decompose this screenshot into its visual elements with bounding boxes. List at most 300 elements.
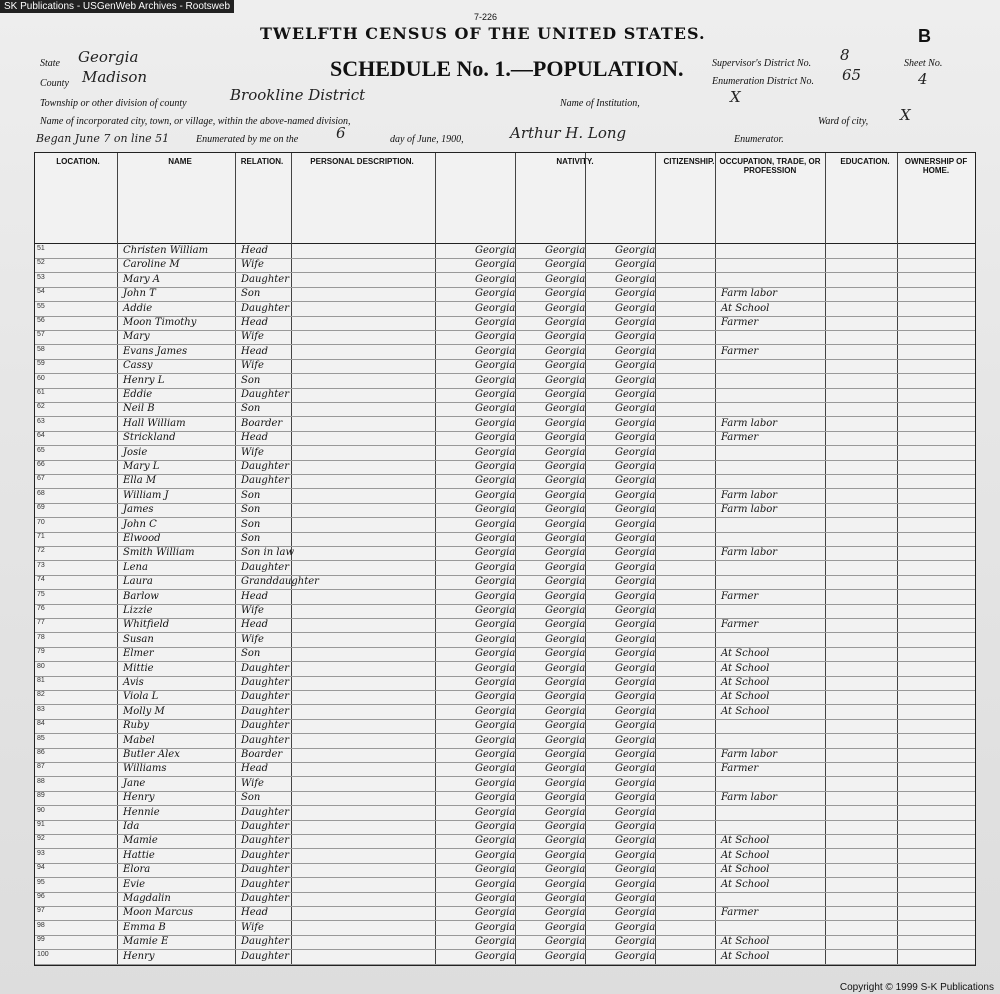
cell-nat: Georgia	[475, 475, 516, 487]
cell-occ: Farm labor	[721, 504, 778, 516]
cell-n: 62	[37, 403, 45, 411]
cell-occ: At School	[721, 864, 770, 876]
cell-nat: Georgia	[475, 749, 516, 760]
cell-rel: Granddaughter	[241, 576, 319, 588]
schedule-title: SCHEDULE No. 1.—POPULATION.	[330, 56, 684, 81]
cell-occ: At School	[721, 677, 770, 688]
cell-rel: Son	[241, 403, 261, 415]
cell-nat: Georgia	[545, 590, 586, 602]
cell-nat: Georgia	[615, 619, 656, 631]
watermark: SK Publications - USGenWeb Archives - Rootsweb	[0, 0, 234, 13]
population-table	[34, 152, 976, 966]
cell-nat: Georgia	[475, 605, 516, 616]
ward-value: X	[900, 106, 911, 124]
cell-nat: Georgia	[545, 633, 586, 645]
cell-nat: Georgia	[545, 605, 586, 616]
county-value: Madison	[82, 68, 148, 86]
cell-nat: Georgia	[475, 374, 516, 386]
cell-n: 64	[37, 432, 45, 440]
cell-n: 81	[37, 677, 45, 684]
cell-rel: Son	[241, 533, 261, 544]
cell-nat: Georgia	[615, 374, 656, 386]
cell-rel: Son	[241, 518, 261, 530]
cell-occ: Farm labor	[721, 417, 778, 429]
cell-n: 63	[37, 417, 45, 425]
cell-n: 69	[37, 504, 45, 512]
cell-nat: Georgia	[475, 273, 516, 285]
county-label: County	[40, 78, 69, 89]
cell-nat: Georgia	[545, 864, 586, 876]
cell-nat: Georgia	[545, 576, 586, 588]
cell-nat: Georgia	[475, 907, 516, 919]
cell-n: 51	[37, 245, 45, 252]
cell-nat: Georgia	[615, 273, 656, 285]
cell-nat: Georgia	[545, 648, 586, 660]
cell-n: 87	[37, 763, 45, 771]
cell-name: Mary A	[123, 273, 161, 285]
cell-nat: Georgia	[615, 864, 656, 876]
cell-n: 54	[37, 288, 45, 296]
cell-name: Ida	[123, 821, 140, 832]
cell-nat: Georgia	[615, 907, 656, 919]
cell-nat: Georgia	[475, 504, 516, 516]
cell-nat: Georgia	[545, 432, 586, 444]
cell-occ: At School	[721, 302, 770, 314]
cell-n: 57	[37, 331, 45, 339]
supervisor-label: Supervisor's District No.	[712, 58, 812, 69]
cell-rel: Head	[241, 763, 269, 775]
col-relation: RELATION.	[240, 157, 284, 166]
cell-rel: Daughter	[241, 705, 289, 717]
cell-rel: Daughter	[241, 273, 289, 285]
cell-occ: At School	[721, 878, 770, 890]
cell-occ: At School	[721, 705, 770, 717]
cell-rel: Daughter	[241, 864, 289, 876]
cell-nat: Georgia	[475, 849, 516, 861]
cell-rel: Head	[241, 317, 269, 328]
cell-rel: Daughter	[241, 821, 289, 832]
cell-n: 67	[37, 475, 45, 483]
state-label: State	[40, 58, 60, 69]
cell-occ: Farmer	[721, 590, 759, 602]
institution-label: Name of Institution,	[560, 98, 640, 109]
cell-name: Laura	[123, 576, 153, 588]
cell-nat: Georgia	[545, 749, 586, 760]
cell-name: Strickland	[123, 432, 176, 444]
cell-n: 99	[37, 936, 45, 944]
cell-nat: Georgia	[475, 619, 516, 631]
cell-name: Neil B	[123, 403, 155, 415]
township-label: Township or other division of county	[40, 98, 187, 109]
cell-n: 80	[37, 662, 45, 670]
cell-occ: At School	[721, 936, 770, 948]
cell-nat: Georgia	[475, 921, 516, 933]
cell-nat: Georgia	[615, 821, 656, 832]
cell-name: Josie	[123, 446, 148, 458]
cell-nat: Georgia	[475, 821, 516, 832]
cell-nat: Georgia	[545, 893, 586, 904]
cell-nat: Georgia	[475, 648, 516, 660]
cell-name: Evie	[123, 878, 146, 890]
cell-n: 93	[37, 849, 45, 857]
cell-nat: Georgia	[475, 518, 516, 530]
cell-n: 89	[37, 792, 45, 800]
cell-name: Elora	[123, 864, 151, 876]
cell-nat: Georgia	[475, 835, 516, 847]
cell-nat: Georgia	[545, 446, 586, 458]
cell-nat: Georgia	[545, 907, 586, 919]
cell-rel: Daughter	[241, 720, 289, 732]
cell-n: 82	[37, 691, 45, 699]
cell-nat: Georgia	[545, 835, 586, 847]
cell-rel: Wife	[241, 446, 264, 458]
cell-rel: Head	[241, 590, 269, 602]
cell-name: Emma B	[123, 921, 166, 933]
cell-nat: Georgia	[545, 619, 586, 631]
cell-nat: Georgia	[475, 792, 516, 804]
cell-nat: Georgia	[615, 547, 656, 559]
cell-nat: Georgia	[545, 662, 586, 674]
cell-n: 94	[37, 864, 45, 872]
cell-name: Mary	[123, 331, 150, 343]
cell-nat: Georgia	[615, 518, 656, 530]
cell-n: 74	[37, 576, 45, 584]
cell-name: Christen William	[123, 245, 209, 256]
cell-nat: Georgia	[475, 806, 516, 818]
cell-n: 73	[37, 561, 45, 569]
cell-nat: Georgia	[475, 417, 516, 429]
cell-nat: Georgia	[545, 331, 586, 343]
cell-nat: Georgia	[615, 633, 656, 645]
cell-name: Caroline M	[123, 259, 180, 271]
page-number: 7-226	[474, 12, 498, 22]
cell-occ: Farmer	[721, 763, 759, 775]
cell-nat: Georgia	[545, 763, 586, 775]
cell-rel: Son	[241, 489, 261, 501]
day-of-label: day of June, 1900,	[390, 134, 464, 145]
cell-nat: Georgia	[545, 475, 586, 487]
cell-n: 98	[37, 921, 45, 929]
cell-nat: Georgia	[545, 489, 586, 501]
cell-nat: Georgia	[475, 662, 516, 674]
cell-nat: Georgia	[475, 590, 516, 602]
cell-name: Whitfield	[123, 619, 170, 631]
cell-rel: Son	[241, 792, 261, 804]
cell-rel: Daughter	[241, 677, 289, 688]
cell-nat: Georgia	[615, 921, 656, 933]
cell-name: Williams	[123, 763, 167, 775]
cell-n: 96	[37, 893, 45, 900]
cell-n: 60	[37, 374, 45, 382]
cell-rel: Head	[241, 245, 269, 256]
cell-nat: Georgia	[615, 561, 656, 573]
cell-name: Mary L	[123, 461, 160, 472]
cell-name: Elmer	[123, 648, 154, 660]
table-row	[35, 949, 975, 965]
cell-name: Henry	[123, 792, 155, 804]
cell-occ: Farmer	[721, 317, 759, 328]
township-value: Brookline District	[230, 86, 366, 104]
cell-n: 72	[37, 547, 45, 555]
col-citizenship: CITIZENSHIP.	[663, 157, 715, 166]
cell-occ: Farmer	[721, 432, 759, 444]
cell-name: Barlow	[123, 590, 159, 602]
cell-nat: Georgia	[475, 734, 516, 746]
cell-nat: Georgia	[615, 504, 656, 516]
institution-value: X	[730, 88, 741, 106]
sheet-label: Sheet No.	[904, 58, 943, 69]
cell-nat: Georgia	[475, 720, 516, 732]
cell-n: 84	[37, 720, 45, 728]
cell-n: 55	[37, 302, 45, 310]
cell-nat: Georgia	[615, 648, 656, 660]
cell-nat: Georgia	[545, 360, 586, 372]
cell-nat: Georgia	[475, 561, 516, 573]
cell-n: 79	[37, 648, 45, 656]
cell-name: Addie	[123, 302, 153, 314]
cell-name: Mabel	[123, 734, 155, 746]
cell-name: Mamie E	[123, 936, 169, 948]
col-location: LOCATION.	[56, 157, 100, 166]
cell-nat: Georgia	[545, 921, 586, 933]
cell-nat: Georgia	[475, 677, 516, 688]
cell-rel: Daughter	[241, 878, 289, 890]
cell-nat: Georgia	[615, 605, 656, 616]
cell-rel: Daughter	[241, 835, 289, 847]
cell-n: 75	[37, 590, 45, 598]
cell-nat: Georgia	[615, 777, 656, 789]
cell-n: 56	[37, 317, 45, 324]
cell-nat: Georgia	[615, 950, 656, 962]
cell-nat: Georgia	[615, 763, 656, 775]
cell-nat: Georgia	[475, 259, 516, 271]
cell-name: Mittie	[123, 662, 154, 674]
cell-nat: Georgia	[615, 475, 656, 487]
cell-occ: Farmer	[721, 907, 759, 919]
cell-nat: Georgia	[475, 864, 516, 876]
cell-nat: Georgia	[545, 518, 586, 530]
sheet-value: 4	[918, 70, 928, 88]
cell-nat: Georgia	[475, 705, 516, 717]
cell-rel: Wife	[241, 259, 264, 271]
col-name: NAME	[168, 157, 192, 166]
cell-name: Lizzie	[123, 605, 153, 616]
cell-rel: Boarder	[241, 417, 283, 429]
cell-nat: Georgia	[615, 720, 656, 732]
cell-n: 95	[37, 878, 45, 886]
cell-nat: Georgia	[475, 288, 516, 300]
cell-occ: Farm labor	[721, 792, 778, 804]
cell-rel: Head	[241, 907, 269, 919]
cell-nat: Georgia	[615, 245, 656, 256]
cell-name: Evans James	[123, 345, 188, 357]
cell-n: 88	[37, 777, 45, 785]
cell-nat: Georgia	[475, 446, 516, 458]
cell-rel: Son	[241, 374, 261, 386]
cell-nat: Georgia	[615, 302, 656, 314]
cell-nat: Georgia	[545, 374, 586, 386]
cell-rel: Daughter	[241, 950, 289, 962]
city-label: Name of incorporated city, town, or village, within the above-named division,	[40, 116, 351, 127]
enumeration-label: Enumeration District No.	[712, 76, 814, 87]
cell-nat: Georgia	[475, 893, 516, 904]
cell-nat: Georgia	[615, 259, 656, 271]
cell-nat: Georgia	[615, 691, 656, 703]
cell-rel: Wife	[241, 633, 264, 645]
cell-nat: Georgia	[475, 763, 516, 775]
cell-nat: Georgia	[615, 432, 656, 444]
sheet-letter: B	[918, 26, 931, 46]
cell-occ: At School	[721, 849, 770, 861]
cell-occ: Farm labor	[721, 489, 778, 501]
cell-name: Lena	[123, 561, 148, 573]
cell-nat: Georgia	[545, 821, 586, 832]
cell-occ: At School	[721, 691, 770, 703]
day-value: 6	[336, 124, 346, 142]
cell-rel: Daughter	[241, 302, 289, 314]
cell-name: Hall William	[123, 417, 186, 429]
cell-n: 86	[37, 749, 45, 756]
cell-nat: Georgia	[475, 691, 516, 703]
cell-nat: Georgia	[545, 288, 586, 300]
cell-nat: Georgia	[475, 389, 516, 400]
table-header	[35, 153, 975, 244]
cell-name: Viola L	[123, 691, 159, 703]
cell-nat: Georgia	[615, 936, 656, 948]
cell-rel: Son	[241, 504, 261, 516]
cell-nat: Georgia	[615, 360, 656, 372]
enumerated-label: Enumerated by me on the	[196, 134, 299, 145]
enumerator-label: Enumerator.	[734, 134, 784, 145]
cell-rel: Son in law	[241, 547, 295, 559]
cell-rel: Daughter	[241, 936, 289, 948]
cell-occ: Farmer	[721, 619, 759, 631]
cell-nat: Georgia	[615, 389, 656, 400]
col-ownership: OWNERSHIP OF HOME.	[904, 157, 968, 175]
cell-n: 58	[37, 345, 45, 353]
cell-rel: Wife	[241, 605, 264, 616]
cell-nat: Georgia	[475, 331, 516, 343]
cell-name: Jane	[123, 777, 146, 789]
cell-n: 92	[37, 835, 45, 843]
cell-n: 61	[37, 389, 45, 396]
cell-n: 52	[37, 259, 45, 267]
cell-rel: Daughter	[241, 461, 289, 472]
cell-n: 70	[37, 518, 45, 526]
cell-nat: Georgia	[475, 489, 516, 501]
cell-rel: Wife	[241, 777, 264, 789]
cell-nat: Georgia	[545, 878, 586, 890]
cell-rel: Head	[241, 345, 269, 357]
cell-nat: Georgia	[615, 446, 656, 458]
cell-n: 97	[37, 907, 45, 915]
cell-nat: Georgia	[615, 331, 656, 343]
cell-name: Butler Alex	[123, 749, 180, 760]
cell-nat: Georgia	[475, 432, 516, 444]
cell-rel: Wife	[241, 360, 264, 372]
cell-n: 83	[37, 705, 45, 713]
cell-name: Ella M	[123, 475, 157, 487]
cell-nat: Georgia	[475, 936, 516, 948]
cell-occ: At School	[721, 662, 770, 674]
cell-n: 77	[37, 619, 45, 627]
cell-n: 68	[37, 489, 45, 497]
cell-nat: Georgia	[615, 792, 656, 804]
cell-nat: Georgia	[545, 317, 586, 328]
cell-nat: Georgia	[545, 936, 586, 948]
cell-rel: Head	[241, 432, 269, 444]
cell-nat: Georgia	[545, 849, 586, 861]
cell-nat: Georgia	[615, 893, 656, 904]
cell-nat: Georgia	[545, 806, 586, 818]
cell-nat: Georgia	[615, 317, 656, 328]
cell-occ: At School	[721, 950, 770, 962]
cell-rel: Son	[241, 648, 261, 660]
cell-rel: Daughter	[241, 662, 289, 674]
cell-nat: Georgia	[545, 345, 586, 357]
cell-name: Hattie	[123, 849, 155, 861]
cell-nat: Georgia	[475, 403, 516, 415]
cell-nat: Georgia	[545, 302, 586, 314]
cell-rel: Daughter	[241, 389, 289, 400]
cell-nat: Georgia	[545, 792, 586, 804]
cell-name: Cassy	[123, 360, 153, 372]
cell-n: 90	[37, 806, 45, 814]
cell-nat: Georgia	[615, 878, 656, 890]
cell-occ: Farm labor	[721, 749, 778, 760]
cell-rel: Daughter	[241, 734, 289, 746]
cell-n: 59	[37, 360, 45, 368]
cell-nat: Georgia	[615, 403, 656, 415]
cell-nat: Georgia	[615, 734, 656, 746]
cell-rel: Daughter	[241, 561, 289, 573]
cell-rel: Wife	[241, 921, 264, 933]
margin-note: Began June 7 on line 51	[36, 132, 170, 145]
cell-nat: Georgia	[615, 533, 656, 544]
cell-name: Smith William	[123, 547, 195, 559]
cell-occ: Farm labor	[721, 547, 778, 559]
cell-name: Henry	[123, 950, 155, 962]
cell-name: William J	[123, 489, 169, 501]
cell-name: Susan	[123, 633, 154, 645]
cell-nat: Georgia	[545, 273, 586, 285]
cell-name: Hennie	[123, 806, 160, 818]
cell-nat: Georgia	[615, 662, 656, 674]
cell-nat: Georgia	[475, 633, 516, 645]
cell-n: 65	[37, 446, 45, 454]
cell-name: Magdalin	[123, 893, 171, 904]
cell-name: Eddie	[123, 389, 153, 400]
cell-nat: Georgia	[545, 533, 586, 544]
cell-nat: Georgia	[615, 461, 656, 472]
cell-name: Mamie	[123, 835, 158, 847]
cell-nat: Georgia	[475, 777, 516, 789]
cell-rel: Daughter	[241, 475, 289, 487]
cell-name: John C	[123, 518, 157, 530]
census-title: TWELFTH CENSUS OF THE UNITED STATES.	[260, 24, 706, 43]
cell-rel: Daughter	[241, 893, 289, 904]
cell-nat: Georgia	[475, 533, 516, 544]
cell-nat: Georgia	[475, 547, 516, 559]
cell-name: Moon Marcus	[123, 907, 194, 919]
cell-nat: Georgia	[545, 547, 586, 559]
cell-name: James	[123, 504, 154, 516]
cell-nat: Georgia	[545, 950, 586, 962]
cell-name: Henry L	[123, 374, 165, 386]
state-value: Georgia	[78, 48, 139, 66]
ward-label: Ward of city,	[818, 116, 869, 127]
supervisor-value: 8	[840, 46, 850, 64]
